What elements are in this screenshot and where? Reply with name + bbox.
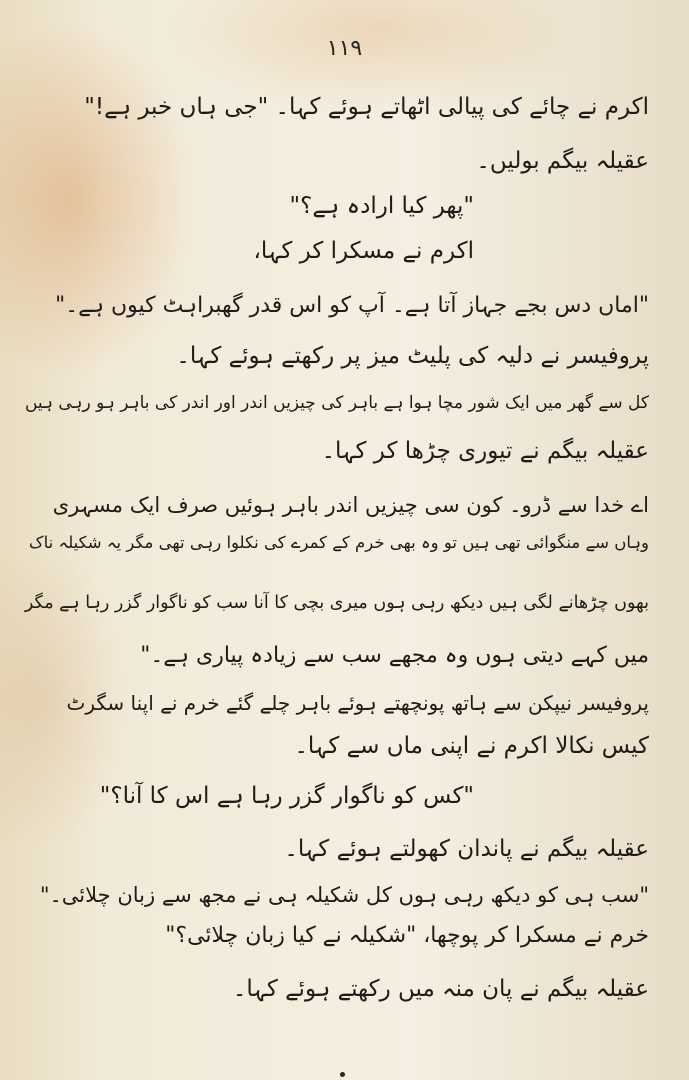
text-line-7: کل سے گھر میں ایک شور مچا ہوا ہے باہر کی چیزیں اندر اور اندر کی باہر ہو رہی ہیں [24, 393, 649, 413]
text-line-10: وہاں سے منگوائی تھی ہیں تو وہ بھی خرم کے کمرے کی نکلوا رہی تھی مگر یہ شکیلہ ناک [28, 533, 649, 552]
text-line-18: خرم نے مسکرا کر پوچھا، "شکیلہ نے کیا زبان چلائی؟" [165, 923, 649, 948]
text-line-13: پروفیسر نیپکن سے ہاتھ پونچھتے ہوئے باہر چلے گئے خرم نے اپنا سگرٹ [66, 691, 649, 715]
text-line-6: پروفیسر نے دلیہ کی پلیٹ میز پر رکھتے ہوئے کہا۔ [176, 343, 649, 369]
text-line-14: کیس نکالا اکرم نے اپنی ماں سے کہا۔ [294, 733, 649, 759]
text-line-12: میں کہے دیتی ہوں وہ مجھے سب سے زیادہ پیاری ہے۔" [140, 643, 649, 668]
text-line-11: بھوں چڑھانے لگی ہیں دیکھ رہی ہوں میری بچی کا آنا سب کو ناگوار گزر رہا ہے مگر [24, 593, 649, 613]
text-line-15: "کس کو ناگوار گزر رہا ہے اس کا آنا؟" [99, 783, 474, 809]
text-line-9: اے خدا سے ڈرو۔ کون سی چیزیں اندر باہر ہوئیں صرف ایک مسہری [52, 493, 649, 517]
text-line-19: عقیلہ بیگم نے پان منہ میں رکھتے ہوئے کہا۔ [232, 976, 649, 1002]
text-line-3: "پھر کیا ارادہ ہے؟" [289, 193, 474, 219]
text-line-8: عقیلہ بیگم نے تیوری چڑھا کر کہا۔ [321, 438, 649, 464]
text-line-17: "سب ہی کو دیکھ رہی ہوں کل شکیلہ ہی نے مجھ سے زبان چلائی۔" [39, 883, 649, 907]
text-line-1: اکرم نے چائے کی پیالی اٹھاتے ہوئے کہا۔ "جی ہاں خبر ہے!" [84, 94, 649, 120]
text-line-2: عقیلہ بیگم بولیں۔ [476, 148, 649, 174]
text-line-4: اکرم نے مسکرا کر کہا، [253, 238, 474, 264]
page-bottom-mark [340, 1072, 345, 1077]
text-line-5: "اماں دس بجے جہاز آتا ہے۔ آپ کو اس قدر گھبراہٹ کیوں ہے۔" [55, 293, 649, 318]
page-number: ۱۱۹ [326, 36, 363, 61]
text-line-16: عقیلہ بیگم نے پاندان کھولتے ہوئے کہا۔ [284, 836, 649, 862]
